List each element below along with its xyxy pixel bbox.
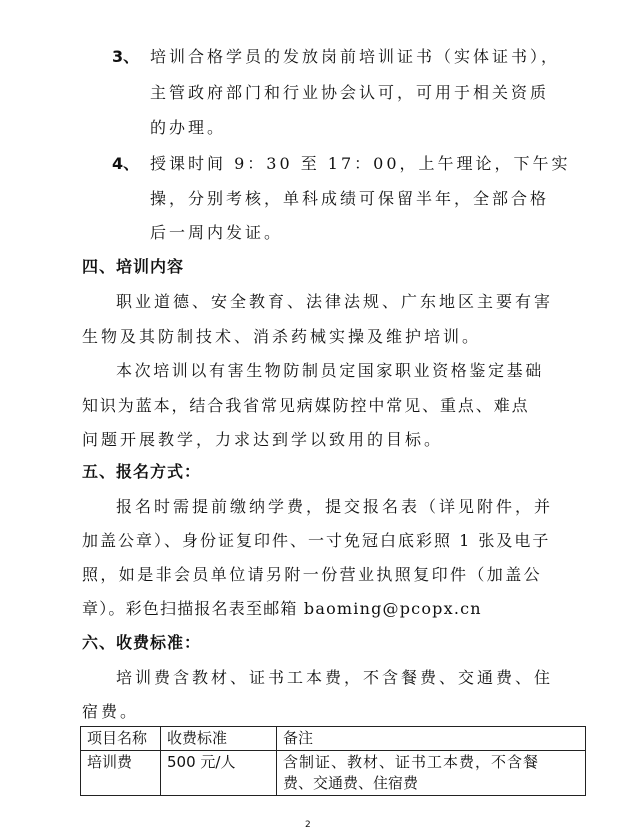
section-heading: 四、培训内容 xyxy=(82,257,185,276)
paragraph-line: 加盖公章）、身份证复印件、一寸免冠白底彩照 1 张及电子 xyxy=(82,531,551,550)
page-number: 2 xyxy=(305,820,311,830)
paragraph-line: 问题开展教学，力求达到学以致用的目标。 xyxy=(82,430,444,449)
paragraph-line: 宿费。 xyxy=(82,702,140,721)
column-header: 备注 xyxy=(277,727,586,751)
table-cell: 培训费 xyxy=(81,751,161,796)
item-line: 的办理。 xyxy=(150,118,227,137)
note-line: 含制证、教材、证书工本费，不含餐 xyxy=(283,753,540,771)
column-header: 收费标准 xyxy=(161,727,277,751)
item-line: 主管政府部门和行业协会认可，可用于相关资质 xyxy=(150,83,550,102)
paragraph-line: 报名时需提前缴纳学费，提交报名表（详见附件，并 xyxy=(116,497,554,516)
paragraph-line: 本次培训以有害生物防制员定国家职业资格鉴定基础 xyxy=(116,361,544,380)
paragraph-line: 照，如是非会员单位请另附一份营业执照复印件（加盖公 xyxy=(82,565,543,584)
note-line: 费、交通费、住宿费 xyxy=(283,774,419,792)
section-heading: 六、收费标准： xyxy=(82,633,202,652)
section-heading: 五、报名方式： xyxy=(82,462,202,481)
item-number: 3、 xyxy=(112,47,140,66)
column-header: 项目名称 xyxy=(81,727,161,751)
item-line: 操，分别考核，单科成绩可保留半年，全部合格 xyxy=(150,189,550,208)
item-line: 培训合格学员的发放岗前培训证书（实体证书）， xyxy=(150,47,561,66)
fee-table xyxy=(80,726,586,796)
paragraph-line: 生物及其防制技术、消杀药械实操及维护培训。 xyxy=(82,327,482,346)
table-header-row xyxy=(81,727,586,751)
item-line: 后一周内发证。 xyxy=(150,223,284,242)
item-line: 授课时间 9：30 至 17：00，上午理论，下午实 xyxy=(150,154,571,173)
table-cell: 500 元/人 xyxy=(161,751,277,796)
paragraph-line: 知识为蓝本，结合我省常见病媒防控中常见、重点、难点 xyxy=(82,396,530,415)
paragraph-line: 职业道德、安全教育、法律法规、广东地区主要有害 xyxy=(116,292,554,311)
table-row xyxy=(81,751,586,796)
paragraph-line: 章）。彩色扫描报名表至邮箱 baoming@pcopx.cn xyxy=(82,599,482,618)
table-cell-note xyxy=(277,751,586,796)
paragraph-line: 培训费含教材、证书工本费，不含餐费、交通费、住 xyxy=(116,668,554,687)
item-number: 4、 xyxy=(112,154,140,173)
